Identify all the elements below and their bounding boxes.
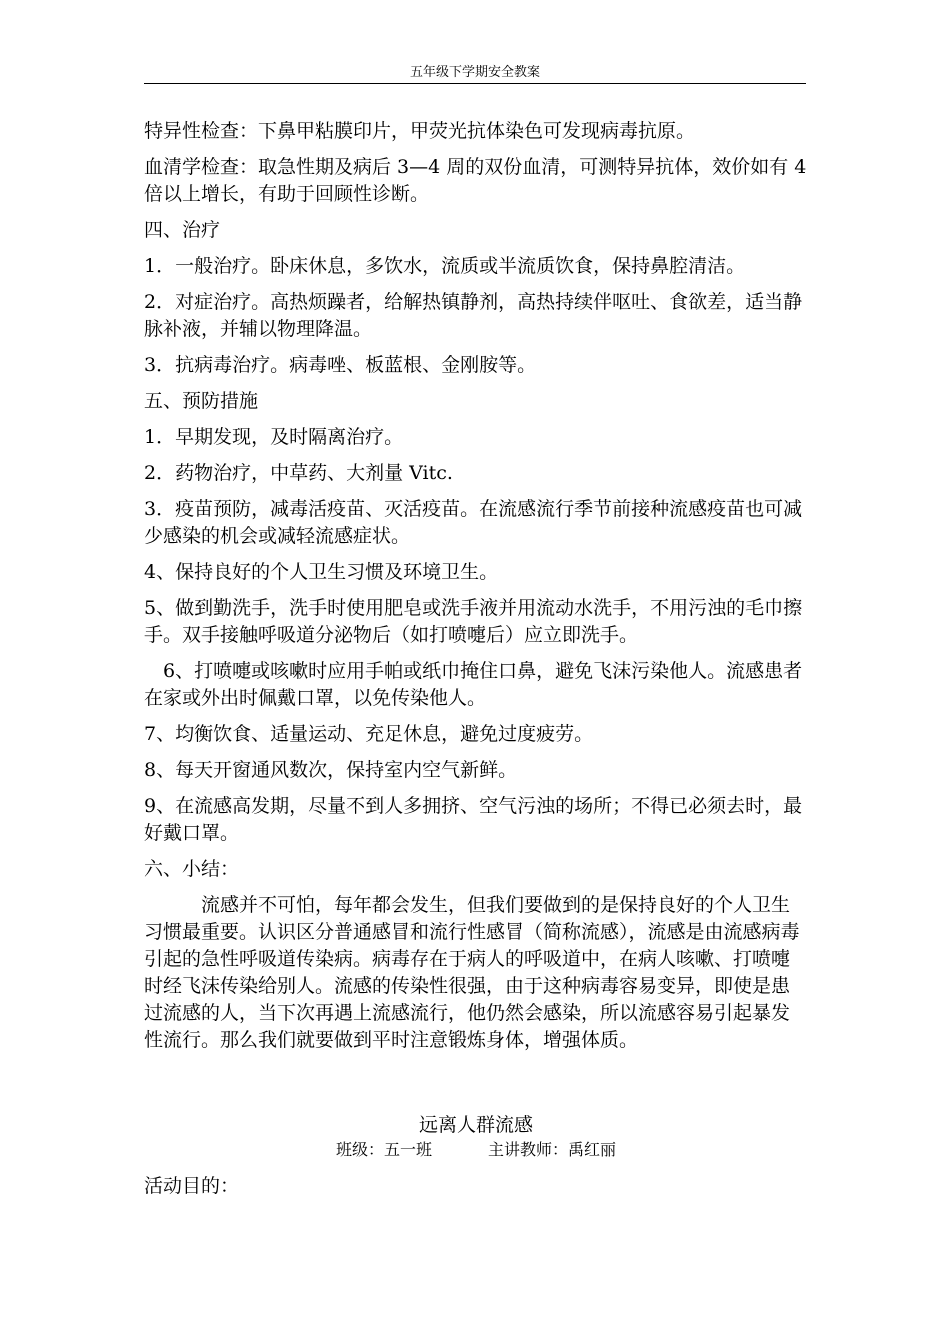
prevention-item-7: 7、均衡饮食、适量运动、充足休息，避免过度疲劳。 — [144, 723, 594, 745]
section-heading-treatment: 四、治疗 — [144, 219, 221, 241]
section-heading-prevention: 五、预防措施 — [144, 390, 259, 412]
document-body — [144, 118, 808, 1063]
treatment-item-2: 2．对症治疗。高热烦躁者，给解热镇静剂，高热持续伴呕吐、食欲差，适当静脉补液，并辅以物理降温。 — [144, 291, 803, 340]
summary-paragraph: 流感并不可怕，每年都会发生，但我们要做到的是保持良好的个人卫生习惯最重要。认识区分普通感冒和流行性感冒（简称流感），流感是由流感病毒引起的急性呼吸道传染病。病毒存在于病人的呼吸道中，在病人咳嗽、打喷嚏时经飞沫传染给别人。流感的传染性很强，由于这种病毒容易变异，即使是患过流感的人，当下次再遇上流感流行，他仍然会感染，所以流感容易引起暴发性流行。那么我们就要做到平时注意锻炼身体，增强体质。 — [144, 894, 800, 1051]
prevention-item-3: 3．疫苗预防，减毒活疫苗、灭活疫苗。在流感流行季节前接种流感疫苗也可减少感染的机会或减轻流感症状。 — [144, 498, 803, 547]
lesson-meta — [144, 1139, 808, 1161]
prevention-item-8: 8、每天开窗通风数次，保持室内空气新鲜。 — [144, 759, 518, 781]
teacher-label: 主讲教师：禹红丽 — [488, 1140, 617, 1159]
prevention-item-9: 9、在流感高发期，尽量不到人多拥挤、空气污浊的场所；不得已必须去时，最好戴口罩。 — [144, 795, 803, 844]
next-lesson-header — [144, 1112, 808, 1161]
header-rule — [144, 83, 806, 84]
prevention-item-5: 5、做到勤洗手，洗手时使用肥皂或洗手液并用流动水洗手，不用污浊的毛巾擦手。双手接触呼吸道分泌物后（如打喷嚏后）应立即洗手。 — [144, 597, 803, 646]
prevention-item-6: 6、打喷嚏或咳嗽时应用手帕或纸巾掩住口鼻，避免飞沫污染他人。流感患者在家或外出时佩戴口罩，以免传染他人。 — [144, 660, 803, 709]
treatment-item-3: 3．抗病毒治疗。病毒唑、板蓝根、金刚胺等。 — [144, 354, 537, 376]
lesson-title: 远离人群流感 — [418, 1114, 533, 1136]
prevention-item-4: 4、保持良好的个人卫生习惯及环境卫生。 — [144, 561, 499, 583]
objective-heading: 活动目的： — [144, 1175, 240, 1197]
paragraph-serology-test: 血清学检查：取急性期及病后 3—4 周的双份血清，可测特异抗体，效价如有 4 倍以上增长，有助于回顾性诊断。 — [144, 156, 807, 205]
section-heading-summary: 六、小结： — [144, 858, 240, 880]
paragraph-specific-test: 特异性检查：下鼻甲粘膜印片，甲荧光抗体染色可发现病毒抗原。 — [144, 120, 696, 142]
prevention-item-2: 2．药物治疗，中草药、大剂量 Vitc. — [144, 462, 453, 484]
page-header: 五年级下学期安全教案 — [409, 65, 540, 80]
prevention-item-1: 1．早期发现，及时隔离治疗。 — [144, 426, 404, 448]
treatment-item-1: 1．一般治疗。卧床休息，多饮水，流质或半流质饮食，保持鼻腔清洁。 — [144, 255, 746, 277]
class-label: 班级：五一班 — [335, 1140, 432, 1159]
